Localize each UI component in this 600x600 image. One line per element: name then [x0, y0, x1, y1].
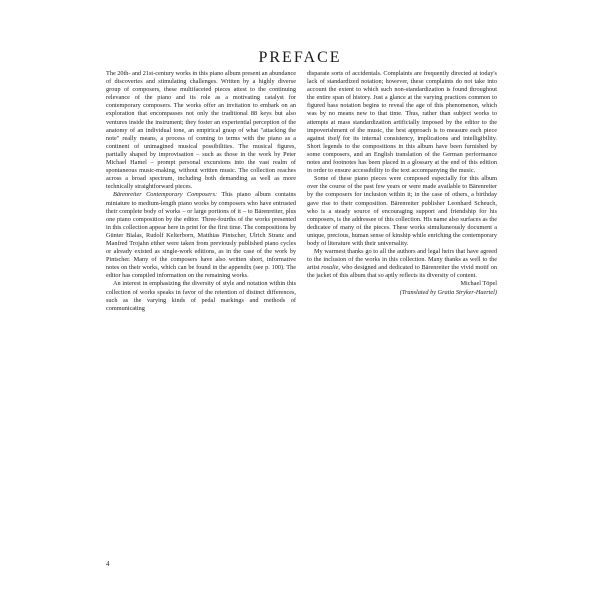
italic-heading: Bärenreiter Contemporary Composers: — [113, 191, 218, 199]
paragraph — [307, 70, 497, 175]
italic-word: itself — [327, 134, 340, 142]
paragraph: An interest in emphasizing the diversity of style and notation within this collection of works speaks in favor of the retention of distinct differences, such as the varying kinds of pedal markings and methods of communicating — [106, 280, 296, 312]
translator-credit: (Translated by Gratia Stryker-Haertel) — [399, 288, 497, 296]
page-number: 4 — [106, 560, 110, 568]
right-column — [307, 70, 497, 297]
paragraph-text: for its internal consistency, implications and intelligibility. Short legends to the compositions in this album have been furnished by some composers, and an English translation of the German performance notes and footnotes has been placed in a glossary at the end of this edition in order to ensure accessibility to the text accompanying the music. — [307, 134, 497, 175]
paragraph — [106, 191, 296, 280]
page-title: PREFACE — [258, 48, 342, 66]
paragraph-text: This piano album contains miniature to medium-length piano works by composers who have entrusted their complete body of works – or large portions of it – to Bärenreiter, plus one piano composition by the editor. Three-fourths of the works presented in this collection appear here in print for the first time. The compositions by Günter Bialas, Rudolf Kelterborn, Matthias Pintscher, Ulrich Stranz and Manfred Trojahn either were taken from previously published piano cycles or already existed as single-work editions, as in the case of the work by Pintscher. Many of the composers have also written short, informative notes on their works, which can be found in the appendix (see p. 100). The editor has compiled information on the remaining works. — [106, 191, 296, 280]
paragraph: Some of these piano pieces were composed especially for this album over the course of the past few years or were made available to Bärenreiter by the composers for inclusion within it; in the case of others, a birthday gave rise to their composition. Bärenreiter publisher Leonhard Scheuch, who is a steady source of encouraging support and friendship for his composers, is the addressee of this collection. His name also surfaces as the dedicatee of many of the pieces. These works simultaneously document a unique, precious, human sense of kinship while enriching the contemporary body of literature with their universality. — [307, 175, 497, 247]
paragraph: The 20th- and 21st-century works in this piano album present an abundance of discoveries and stimulating challenges. Written by a highly diverse group of composers, these multifaceted pieces attest to the continuing relevance of the piano and its role as a motivating catalyst for contemporary composers. The works offer an invitation to embark on an exploration that encompasses not only the traditional 88 keys but also ventures inside the instrument; they foster an experiential perception of the anatomy of an individual tone, an empirical grasp of what "attacking the note" really means, a process of coming to terms with the piano as a continent of unimagined musical possibilities. The musical figures, partially shaped by improvisation – such as those in the work by Peter Michael Hamel – prompt personal excursions into the vast realm of spontaneous music-making, without written music. The collection reaches across a broad spectrum, including both demanding as well as more technically straightforward pieces. — [106, 70, 296, 191]
paragraph-text: disparate sorts of accidentals. Complaints are frequently directed at today's lack of standardized notation; however, these complaints do not take into account the extent to which such non-standardization is found throughout the entire span of history. Just a glance at the varying practices common to figured bass notation begins to reveal the age of this phenomenon, which was by no means new to that time. Thus, rather than subject works to attempts at mass standardization artificially imposed by the editor to the impoverishment of the music, the best approach is to measure each piece against — [307, 70, 497, 142]
author-signature: Michael Töpel — [460, 280, 497, 288]
paragraph-text: My warmest thanks go to all the authors and legal heirs that have agreed to the inclusion of the works in this collection. Many thanks as well to the artist — [307, 248, 497, 272]
left-column — [106, 70, 296, 313]
paragraph — [307, 248, 497, 280]
italic-word: rosalie, — [321, 264, 340, 272]
paragraph-text: who designed and dedicated to Bärenreiter the vivid motif on the jacket of this album that so aptly reflects its diversity of content. — [307, 264, 497, 280]
